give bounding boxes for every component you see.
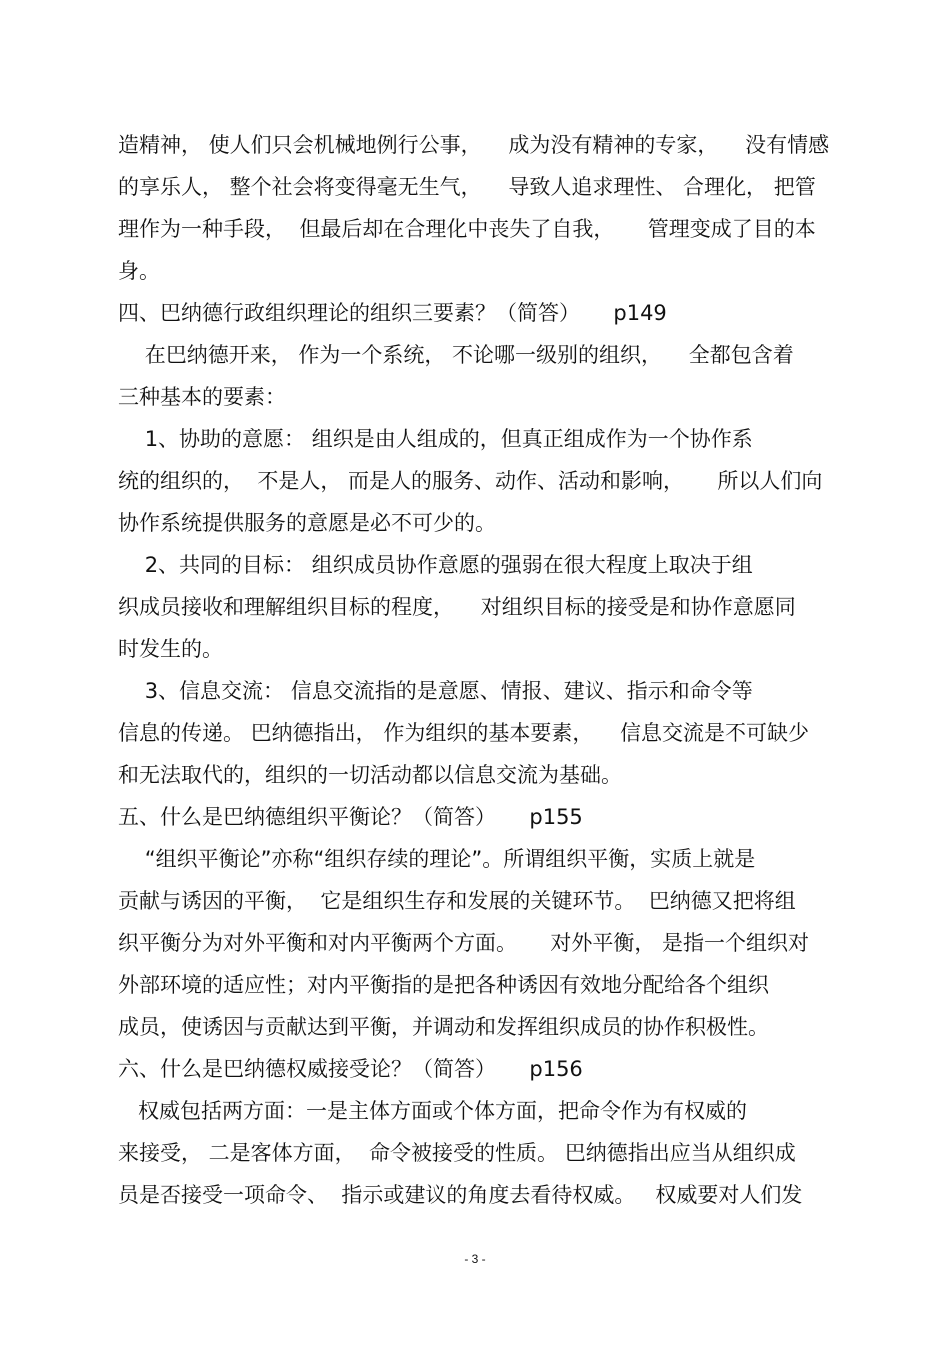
list-item-line: 1、协助的意愿： 组织是由人组成的，但真正组成作为一个协作系 (118, 427, 753, 451)
body-text-line: 时发生的。 (118, 637, 223, 661)
body-text-line: 织平衡分为对外平衡和对内平衡两个方面。 对外平衡， 是指一个组织对 (118, 931, 810, 955)
body-text-line: 贡献与诱因的平衡， 它是组织生存和发展的关键环节。 巴纳德又把将组 (118, 889, 796, 913)
body-text-line: 权威包括两方面：一是主体方面或个体方面，把命令作为有权威的 (118, 1099, 748, 1123)
body-text-line: 和无法取代的，组织的一切活动都以信息交流为基础。 (118, 763, 622, 787)
body-text-line: 织成员接收和理解组织目标的程度， 对组织目标的接受是和协作意愿同 (118, 595, 796, 619)
body-text-line: 协作系统提供服务的意愿是必不可少的。 (118, 511, 496, 535)
body-text-line: 信息的传递。 巴纳德指出， 作为组织的基本要素， 信息交流是不可缺少 (118, 721, 810, 745)
body-text-line: 统的组织的， 不是人， 而是人的服务、动作、活动和影响， 所以人们向 (118, 469, 823, 493)
body-text-line: 身。 (118, 259, 160, 283)
body-text-line: 造精神， 使人们只会机械地例行公事， 成为没有精神的专家， 没有情感 (118, 133, 830, 157)
body-text-line: “组织平衡论”亦称“组织存续的理论”。所谓组织平衡，实质上就是 (118, 847, 756, 871)
body-text-line: 外部环境的适应性；对内平衡指的是把各种诱因有效地分配给各个组织 (118, 973, 769, 997)
section-heading: 六、什么是巴纳德权威接受论？（简答） p156 (118, 1057, 583, 1081)
section-heading: 五、什么是巴纳德组织平衡论？（简答） p155 (118, 805, 583, 829)
body-text-line: 三种基本的要素： (118, 385, 286, 409)
section-heading: 四、巴纳德行政组织理论的组织三要素？（简答） p149 (118, 301, 667, 325)
page-number: - 3 - (464, 1252, 486, 1266)
list-item-line: 3、信息交流： 信息交流指的是意愿、情报、建议、指示和命令等 (118, 679, 753, 703)
body-text-line: 在巴纳德开来， 作为一个系统， 不论哪一级别的组织， 全都包含着 (118, 343, 794, 367)
body-text-line: 来接受， 二是客体方面， 命令被接受的性质。 巴纳德指出应当从组织成 (118, 1141, 796, 1165)
body-text-line: 理作为一种手段， 但最后却在合理化中丧失了自我， 管理变成了目的本 (118, 217, 816, 241)
body-text-line: 的享乐人， 整个社会将变得毫无生气， 导致人追求理性、 合理化， 把管 (118, 175, 816, 199)
body-text-line: 成员，使诱因与贡献达到平衡，并调动和发挥组织成员的协作积极性。 (118, 1015, 769, 1039)
body-text-line: 员是否接受一项命令、 指示或建议的角度去看待权威。 权威要对人们发 (118, 1183, 803, 1207)
list-item-line: 2、共同的目标： 组织成员协作意愿的强弱在很大程度上取决于组 (118, 553, 753, 577)
